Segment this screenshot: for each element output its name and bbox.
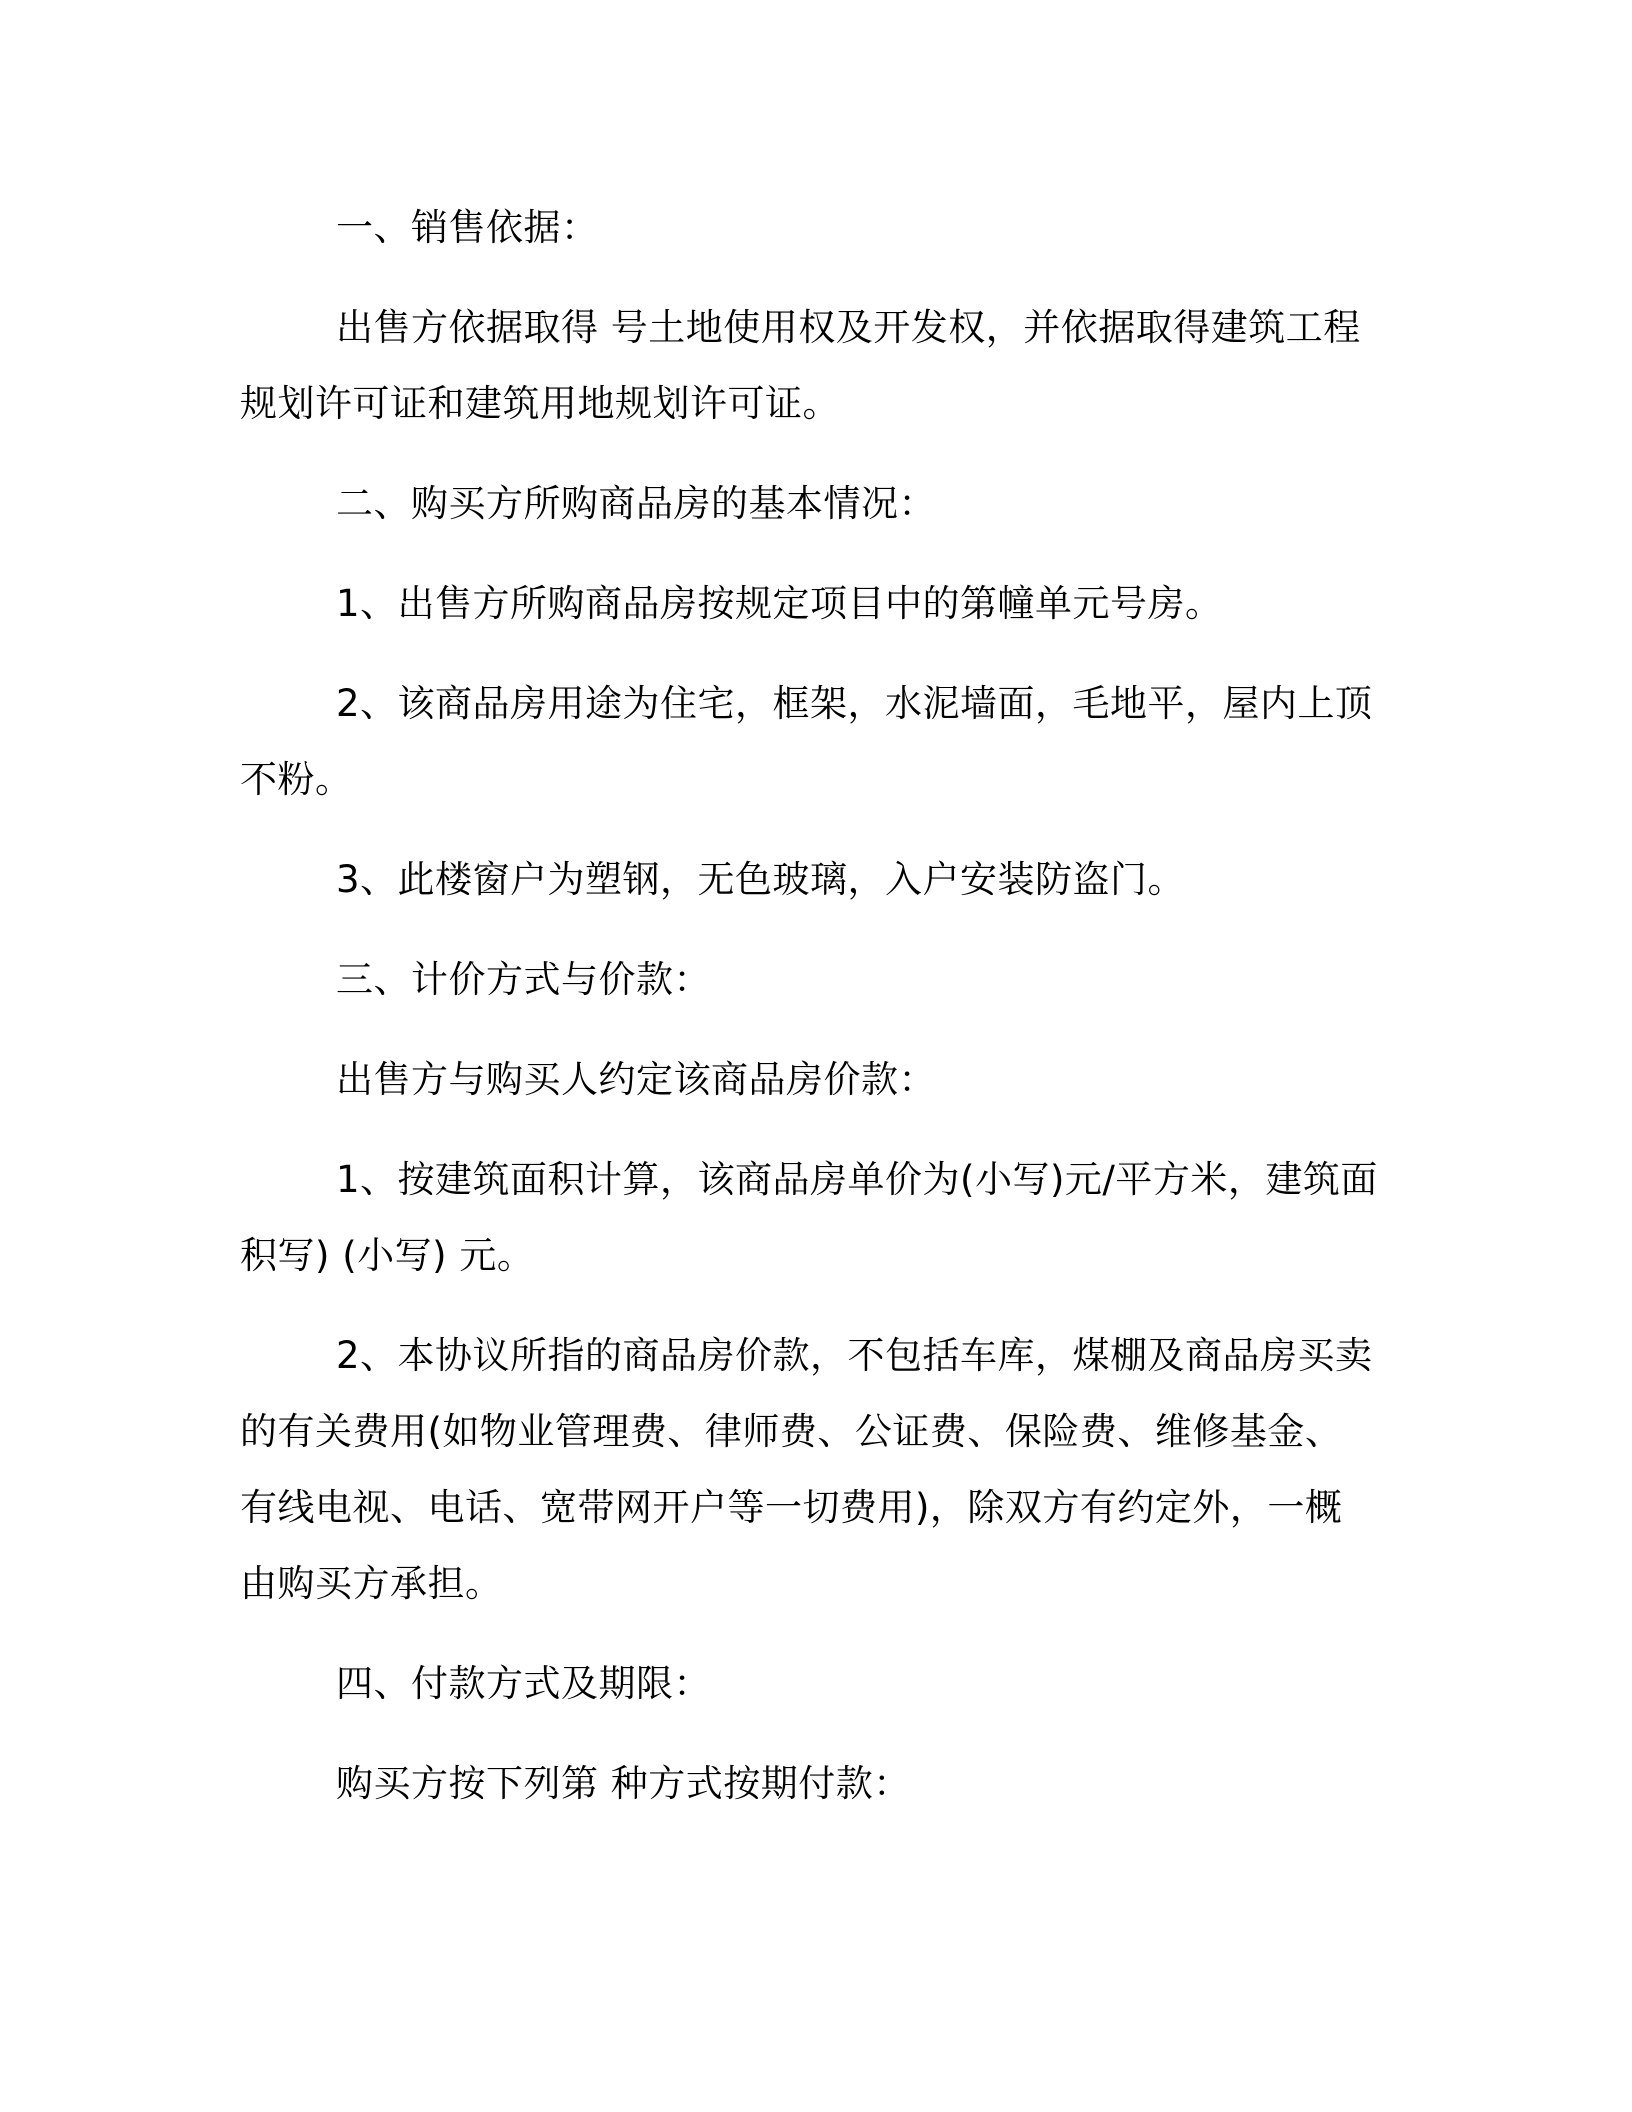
section-heading-payment: 四、付款方式及期限： xyxy=(336,1662,711,1705)
paragraph-payment-method: 购买方按下列第 种方式按期付款： xyxy=(336,1762,911,1805)
section-heading-sales-basis: 一、销售依据： xyxy=(336,206,599,249)
list-item-windows-doors: 3、此楼窗户为塑钢，无色玻璃，入户安装防盗门。 xyxy=(336,858,1186,901)
paragraph-price-agreement: 出售方与购买人约定该商品房价款： xyxy=(336,1058,936,1101)
list-item-unit-price: 1、按建筑面积计算，该商品房单价为(小写)元/平方米，建筑面积写) (小写) 元。 xyxy=(240,1158,1378,1277)
list-item-property-usage: 2、该商品房用途为住宅，框架，水泥墙面，毛地平，屋内上顶不粉。 xyxy=(240,682,1373,801)
section-heading-pricing: 三、计价方式与价款： xyxy=(336,958,711,1001)
paragraph-sales-basis: 出售方依据取得 号土地使用权及开发权，并依据取得建筑工程规划许可证和建筑用地规划许可证。 xyxy=(240,306,1361,425)
document-body xyxy=(240,190,1378,1846)
section-heading-property-info: 二、购买方所购商品房的基本情况： xyxy=(336,482,936,525)
list-item-price-exclusions: 2、本协议所指的商品房价款，不包括车库，煤棚及商品房买卖的有关费用(如物业管理费、律师费、公证费、保险费、维修基金、有线电视、电话、宽带网开户等一切费用)，除双方有约定外，一概由购买方承担。 xyxy=(240,1334,1373,1605)
list-item-property-location: 1、出售方所购商品房按规定项目中的第幢单元号房。 xyxy=(336,582,1223,625)
